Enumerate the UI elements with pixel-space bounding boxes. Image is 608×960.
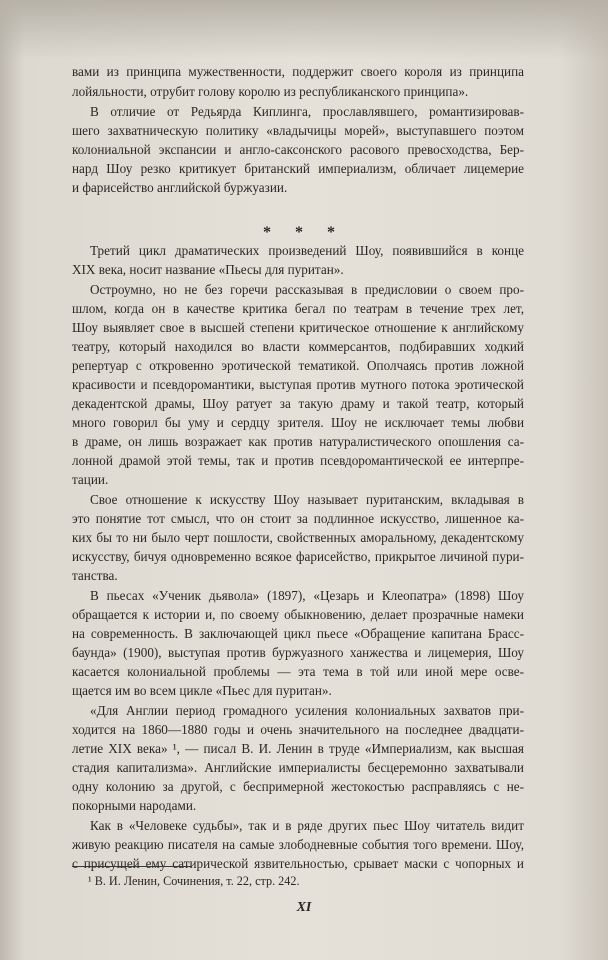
text-line: лонной драмой этой темы, так и против псевдоромантической ее интерпре- — [72, 453, 524, 468]
section-separator: * * * — [263, 224, 345, 241]
text-line: Как в «Человеке судьбы», так и в ряде других пьес Шоу читатель видит — [90, 818, 524, 833]
text-line: шего захватническую политику «владычицы морей», выступавшего поэтом — [72, 123, 524, 138]
text-line: покорными народами. — [72, 798, 197, 813]
text-line: нард Шоу резко критикует британский империализм, обличает лицемерие — [72, 161, 524, 176]
footnote: ¹ В. И. Ленин, Сочинения, т. 22, стр. 242. — [88, 874, 300, 888]
text-line: XIX века, носит название «Пьесы для пуритан». — [72, 262, 344, 277]
text-line: летие XIX века» ¹, — писал В. И. Ленин в труде «Империализм, как высшая — [72, 741, 524, 756]
text-line: шлом, когда он в качестве критика бегал по театрам в течение трех лет, — [72, 301, 524, 316]
text-line: В пьесах «Ученик дьявола» (1897), «Цезарь и Клеопатра» (1898) Шоу — [90, 588, 524, 603]
text-line: касается колониальной проблемы — эта тема в той или иной мере осве- — [72, 664, 524, 679]
text-line: стадия капитализма». Английские империалисты бесцеремонно захватывали — [72, 760, 524, 775]
text-line: обращается к истории и, по своему обыкновению, делает прозрачные намеки — [72, 607, 524, 622]
text-line: колониальной экспансии и англо-саксонского расового превосходства, Бер- — [72, 142, 524, 157]
text-line: ких бы то ни было черт пошлости, свойственных аморальному, декадентскому — [72, 530, 524, 545]
text-line: живую реакцию писателя на самые злободневные события того времени. Шоу, — [72, 837, 524, 852]
text-line: тации. — [72, 472, 109, 487]
text-line: на современность. В заключающей цикл пьесе «Обращение капитана Брасс- — [72, 626, 524, 641]
text-line: Остроумно, но не без горечи рассказывая в предисловии о своем про- — [90, 282, 524, 297]
text-line: «Для Англии период громадного усиления колониальных захватов при- — [90, 703, 524, 718]
text-line: красивости и псевдоромантики, выступая против мутного потока эротической — [72, 377, 524, 392]
text-line: это понятие тот смысл, что он стоит за подлинное искусство, лишенное ка- — [72, 511, 524, 526]
text-line: с присущей ему сатирической язвительностью, срывает маски с чопорных и — [72, 856, 524, 871]
text-line: баунда» (1900), выступая против буржуазного ханжества и лицемерия, Шоу — [72, 645, 524, 660]
text-line: искусству, бичуя одновременно всякое фарисейство, прикрытое личиной пури- — [72, 549, 524, 564]
text-line: щается им во всем цикле «Пьес для пуритан». — [72, 683, 332, 698]
footnote-rule — [72, 866, 192, 867]
text-line: В отличие от Редьярда Киплинга, прославлявшего, романтизировав- — [90, 104, 524, 119]
text-line: Третий цикл драматических произведений Шоу, появившийся в конце — [90, 243, 524, 258]
text-line: и фарисейство английской буржуазии. — [72, 180, 288, 195]
page-number: XI — [296, 900, 312, 915]
text-line: танства. — [72, 568, 118, 583]
text-line: много говорил бы уму и сердцу зрителя. Шоу не исключает темы любви — [72, 415, 524, 430]
text-line: Шоу выявляет свое в высшей степени критическое отношение к английскому — [72, 320, 524, 335]
text-line: вами из принципа мужественности, поддержит своего короля из принципа — [72, 64, 524, 79]
text-line: декадентской драмы, Шоу ратует за такую драму и такой театр, который — [72, 396, 524, 411]
text-line: театру, который находился во власти коммерсантов, подбиравших ходкий — [72, 339, 524, 354]
page-shadow — [0, 0, 608, 60]
text-line: Свое отношение к искусству Шоу называет пуританским, вкладывая в — [90, 492, 524, 507]
text-line: в драме, он лишь возражает как против натуралистического опошления са- — [72, 434, 524, 449]
text-line: одну колонию за другой, с беспримерной жестокостью расправляясь с не- — [72, 779, 524, 794]
text-line: ходится на 1860—1880 годы и очень значительного на последнее двадцати- — [72, 722, 524, 737]
text-line: лойяльности, отрубит голову королю из республиканского принципа». — [72, 84, 469, 99]
text-line: репертуар с откровенно эротической тематикой. Ополчаясь против ложной — [72, 358, 524, 373]
